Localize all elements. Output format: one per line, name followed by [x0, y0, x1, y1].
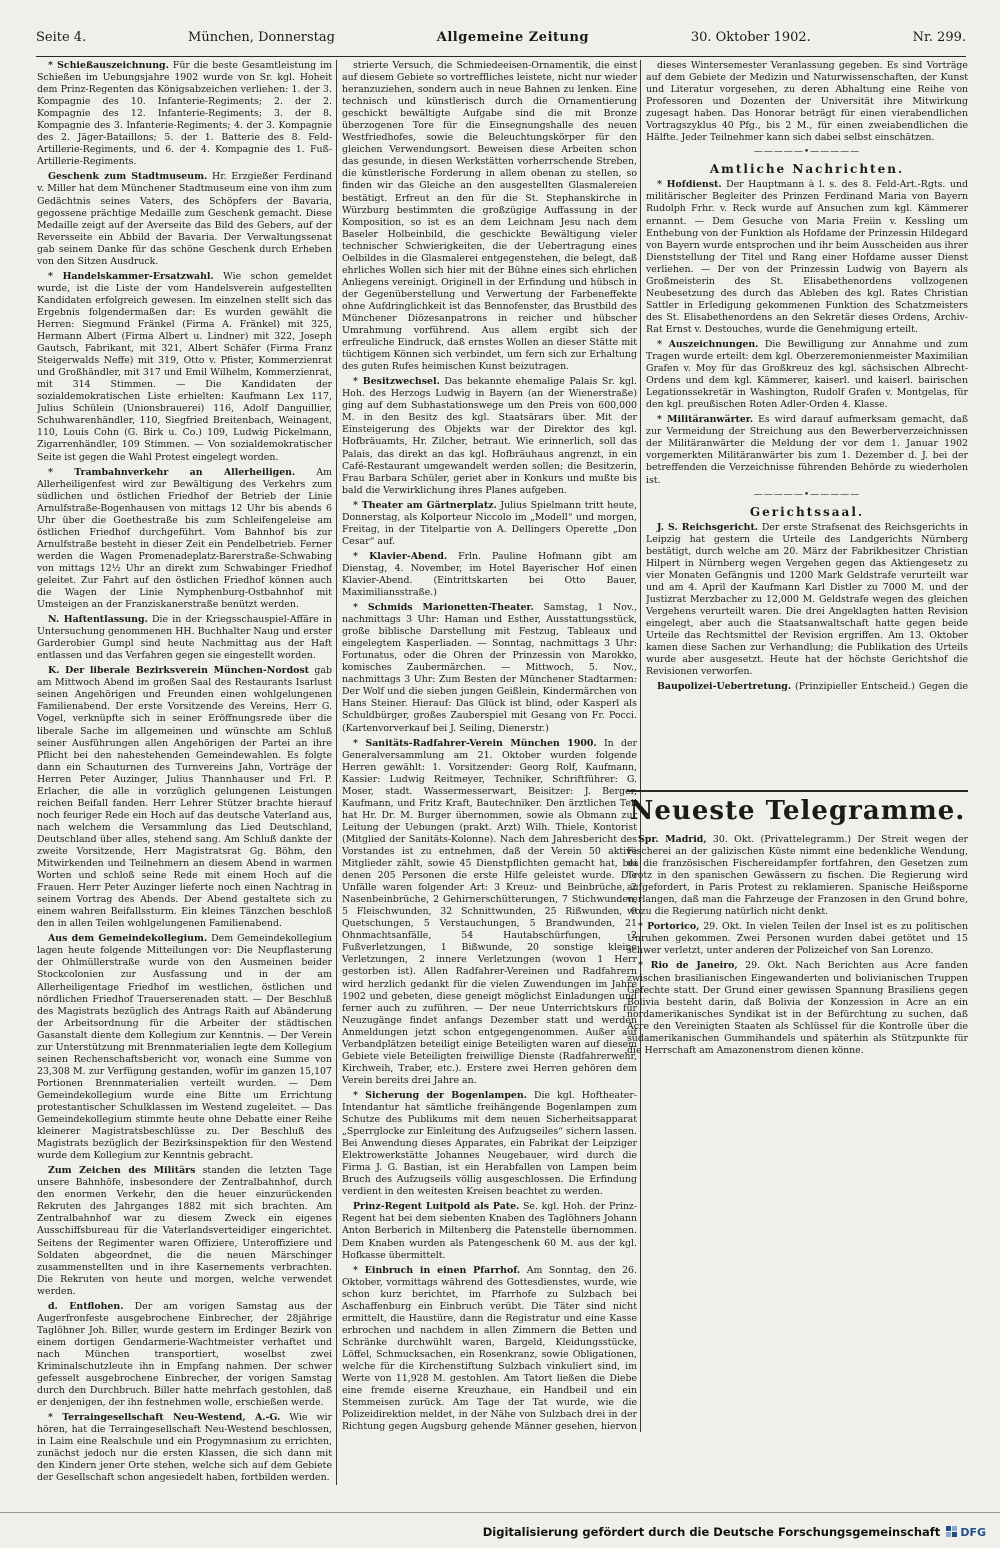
running-head — [36, 30, 966, 57]
article-paragraph — [37, 271, 332, 464]
masthead: Allgemeine Zeitung — [436, 30, 590, 45]
article-paragraph — [646, 414, 968, 486]
article-heading: * Sanitäts-Radfahrer-Verein München 1900. — [353, 737, 597, 749]
section-title-amtlich: Amtliche Nachrichten. — [709, 162, 905, 177]
article-paragraph — [342, 1265, 637, 1432]
article-heading: * Rio de Janeiro, — [638, 960, 738, 972]
article-paragraph — [342, 60, 637, 373]
article-text: 29. Okt. Nach Berichten aus Acre fanden zwischen brasilianischen Eingewanderten und bolivianischen Truppen Gefechte statt. Der Grund einer gewissen Spannung Brasiliens gegen Bolivia besteht darin, daß Bolivia der Konzession in Acre an ein nordamerikanisches Syndikat ist in der Befürchtung zu suchen, daß Acre den Vereinigten Staaten als Schlüssel für die Kontrolle über die südamerikanischen Gummihandels und späterhin als Stützpunkte für die Herrschaft am Amazonenstrom dienen könne. — [627, 960, 968, 1056]
article-text: Die Bewilligung zur Annahme und zum Tragen wurde erteilt: dem kgl. Oberzeremonienmeister Maximilian Grafen v. Moy für das Großkreuz des kgl. sächsischen Albrecht-Ordens und dem kgl. Kämmerer, kaiserl. und kaiserl. bairischen Legationssekretär in Washington, Rudolf Grafen v. Montgelas, für den kgl. preußischen Roten Adler-Orden 4. Klasse. — [646, 338, 968, 411]
article-text: Frln. Pauline Hofmann gibt am Dienstag, 4. November, im Hotel Bayerischer Hof einen Klavier-Abend. (Eintrittskarten bei Otto Bauer, Maximiliansstraße.) — [342, 550, 637, 599]
article-text: Am Sonntag, den 26. Oktober, vormittags während des Gottesdienstes, wurde, wie schon kurz berichtet, im Pfarrhofe zu Sulzbach bei Aschaffenburg ein Einbruch verübt. Die Täter sind nicht ermittelt, die Haustüre, dann die Registratur und eine Kasse erbrochen und nachdem in allen Zimmern die Betten und Schränke durchwühlt waren, Bargeld, Kleidungsstücke, Löffel, Schmucksachen, ein Rosenkranz, sowie Obligationen, welche für die Kirchenstiftung Sulzbach vinkuliert sind, im Werte von 11,928 M. gestohlen. Am Tatort ließen die Diebe eine fremde eiserne Kreuzhaue, ein Handbeil und ein Stemmeisen zurück. Am Tage der Tat wurde, wie die Polizeidirektion meldet, in der Nähe von Sulzbach drei in der Richtung gegen Augsburg gehende Männer gesehen, hiervon — [342, 1264, 637, 1432]
article-text: Am Allerheiligenfest wird zur Bewältigung des Verkehrs zum südlichen und östlichen Friedhof der Betrieb der Linie Arnulfstraße-Bogenhausen von mittags 12 Uhr bis abends 6 Uhr über die Goethestraße bis zum Schleifengeleise am östlichen Friedhof durchgeführt. Vom Bahnhof bis zur Arnulfstraße besteht in dieser Zeit ein Pendelbetrieb. Ferner werden die Wagen Promenadeplatz-Barerstraße-Schwabing von mittags 12½ Uhr an direkt zum Schwabinger Friedhof geleitet. Zur Fahrt auf den östlichen Friedhof können auch die Wagen der Linie Nymphenburg-Ostbahnhof mit Umsteigen an der Franziskanerstraße benützt werden. — [37, 466, 332, 611]
article-text: Se. kgl. Hoh. der Prinz-Regent hat bei dem siebenten Knaben des Taglöhners Johann Anton Berberich in Miltenberg die Patenstelle übernommen. Dem Knaben wurden als Patengeschenk 60 M. aus der kgl. Hofkasse übermittelt. — [342, 1201, 637, 1261]
article-heading: Prinz-Regent Luitpold als Pate. — [353, 1201, 520, 1213]
column-1 — [37, 60, 332, 1485]
article-paragraph — [37, 665, 332, 930]
article-text: In der Generalversammlung am 21. Oktober wurden folgende Herren gewählt: 1. Vorsitzender: Georg Rolf, Kaufmann, Kassier: Ludwig Reitmeyer, Techniker, Schriftführer: G. Moser, stadt. Wassermesserwart, Beisitzer: J. Berger, Kaufmann, und Fritz Kraft, Bautechniker. Den ärztlichen Teil hat Hr. Dr. M. Burger übernommen, sowie als Obmann zur Leitung der Uebungen (prakt. Arzt) Wilh. Thiele, Kontorist (Mitglied der Sanitäts-Kolonne). Nach dem Jahresbericht des Vorstandes ist zu entnehmen, daß der Verein 50 aktive Mitglieder zählt, sowie 45 Dienstpflichten gemacht hat, bei denen 205 Personen die erste Hilfe geleistet wurde. Die Unfälle waren folgender Art: 3 Kreuz- und Beinbrüche, 2 Nasenbeinbrüche, 2 Gehirnerschütterungen, 7 Stichwunden, 5 Fleischwunden, 32 Schnittwunden, 25 Rißwunden, 9 Quetschungen, 5 Verstauchungen, 5 Brandwunden, 21 Ohnmachtsanfälle, 54 Hautabschürfungen, 2 Fußverletzungen, 1 Bißwunde, 20 sonstige kleine Verletzungen, 2 innere Verletzungen (wovon 1 Herr gestorben ist). Allen Radfahrer-Vereinen und Radfahrern wird herzlich gedankt für die vielen Zuwendungen im Jahre 1902 und gebeten, diese geneigt möglichst Einladungen und ferner auch zu zuführen. — Der neue Unterrichtskurs für Neuzugänge findet anfangs Dezember statt und werden Anmeldungen jetzt schon entgegengenommen. Außer auf Verbandplätzen beteiligt einige Beteiligten waren auf diesem Gebiete viele Beteiligten freiwillige Dienste (Radfahrerwehr, Kirchweih, Traber, etc.). Erstere zwei Herren gehören dem Verein bereits drei Jahre an. — [342, 737, 637, 1086]
separator: —————•————— — [753, 147, 861, 158]
article-paragraph — [342, 602, 637, 735]
article-heading: * Theater am Gärtnerplatz. — [353, 499, 497, 511]
article-text: Die in der Kriegsschauspiel-Affäre in Untersuchung genommenen HH. Buchhalter Naug und erster Garderobier Gumpl sind heute Nachmittag aus der Haft entlassen und das Verfahren gegen sie eingestellt worden. — [37, 614, 332, 662]
article-text: Der Hauptmann à l. s. des 8. Feld-Art.-Rgts. und militärischer Begleiter des Prinzen Ferdinand Maria von Bayern Rudolph Frhr. v. Reck wurde auf Ansuchen zum kgl. Kämmerer ernannt. — Dem Gesuche von Maria Freiin v. Kessling um Enthebung von der Funktion als Hofdame der Prinzessin Hildegard von Bayern wurde entsprochen und ihr beim Ausscheiden aus ihrer Dienststellung der Titel und Rang einer Hofdame ausser Dienst verliehen. — Der von der Prinzessin Ludwig von Bayern als Großmeisterin des St. Elisabethenordens vollzogenen Neubesetzung des durch das Ableben des kgl. Rates Christian Sattler in Erledigung gekommenen Funktion des Schatzmeisters des St. Elisabethenordens an den Sekretär dieses Ordens, Archiv-Rat Ernst v. Destouches, wurde die Genehmigung erteilt. — [646, 179, 968, 335]
article-text: Es wird darauf aufmerksam gemacht, daß zur Vermeidung der Streichung aus den Bewerberverzeichnissen der Militäranwärter die Meldung der vor dem 1. Januar 1902 vorgemerkten Militäranwärter bis zum 1. Dezember d. J. bei der betreffenden die Verzeichnisse führenden Behörde zu wiederholen ist. — [646, 414, 968, 486]
article-heading: * Schmids Marionetten-Theater. — [353, 602, 534, 614]
article-paragraph — [37, 1301, 332, 1409]
article-text: 29. Okt. In vielen Teilen der Insel ist es zu politischen Unruhen gekommen. Zwei Personen wurden dabei getötet und 15 schwer verletzt, unter anderen der Polizeichef von San Lorenzo. — [627, 921, 968, 957]
article-text: gab am Mittwoch Abend im großen Saal des Restaurants Isarlust seinen Angehörigen und Freunden einen wohlgelungenen Familienabend. Der erste Vorsitzende des Vereins, Herr G. Vogel, verknüpfte sich in seiner Eröffnungsrede über die liberale Sache im allgemeinen und wünschte am Schluß seiner Ausführungen allen Angehörigen der Partei an ihre Pflicht bei den nahestehenden Gemeindewahlen. Es folgte dann ein Schauturnen des Turnvereins Jahn, Vorträge der Herren Peter Auzinger, Julius Thannhauser und Frl. P. Erlacher, die alle in vorzüglich gelungenen Leistungen reichen Beifall fanden. Herr Lehrer Stützer brachte hierauf noch feuriger Rede ein Hoch auf das deutsche Vaterland aus, nach welchem die Versammlung das Lied Deutschland, Deutschland über alles, stehend sang. Am Schluß dankte der zweite Vorsitzende, Herr Magistratsrat Gg. Böhm, den Mitwirkenden und Teilnehmern an diesem Abend in warmen Worten und schloß seine Rede mit einem Hoch auf die Frauen. Herr Peter Auzinger lieferte noch einen Nachtrag in seinem Vortrag des Abends. Der Abend gestaltete sich zu einem wahren Beifallssturm. Ein kleines Tänzchen beschloß den in allen Teilen wohlgelungenen Familienabend. — [37, 665, 332, 930]
article-heading: * Einbruch in einen Pfarrhof. — [353, 1264, 521, 1276]
article-text: Das bekannte ehemalige Palais Sr. kgl. Hoh. des Herzogs Ludwig in Bayern (an der Wienerstraße) ging auf dem Subhastationswege um den Preis von 600,000 M. in den Besitz des kgl. Staatsärars über. Mit der Einsteigerung des Objekts war der Direktor des kgl. Hofbräuamts, Hr. Zilcher, betraut. Wie erinnerlich, soll das Palais, das direkt an das kgl. Hofbräuhaus angrenzt, in ein Café-Restaurant umgewandelt werden sollen; die Besitzerin, Frau Barbara Schüler, geriet aber in Konkurs und mußte bis bald die Verwirklichung ihres Planes aufgeben. — [342, 376, 637, 496]
article-text: Der am vorigen Samstag aus der Augerfronfeste ausgebrochene Einbrecher, der 28jährige Taglöhner Joh. Biller, wurde gestern im Erdinger Bezirk von einem dortigen Gendarmerie-Wachtmeister verhaftet und nach München transportiert, woselbst zwei Kriminalschutzleute ihn in Empfang nahmen. Der schwer gefesselt ausgebrochene Einbrecher, der vorigen Samstag durch den Durchbruch. Biller hatte mehrfach gestohlen, daß er denjenigen, der ihn festnehmen wolle, erschießen werde. — [37, 1300, 332, 1409]
article-paragraph — [37, 933, 332, 1162]
article-heading: * Trambahnverkehr an Allerheiligen. — [48, 466, 296, 478]
issue-date: 30. Oktober 1902. — [690, 30, 811, 45]
article-paragraph — [37, 1165, 332, 1298]
article-paragraph — [627, 960, 968, 1056]
article-paragraph — [646, 681, 968, 692]
article-paragraph — [342, 738, 637, 1087]
column-2 — [342, 60, 637, 1432]
article-text: Julius Spielmann tritt heute, Donnerstag, als Kolporteur Niccolo im „Modell“ und morgen, Freitag, in der Titelpartie von A. Dellingers Operette „Don Cesar“ auf. — [342, 499, 637, 547]
article-heading: * Schießauszeichnung. — [48, 60, 169, 71]
issue-number: Nr. 299. — [912, 30, 966, 45]
article-heading: * Sicherung der Bogenlampen. — [353, 1089, 527, 1101]
article-heading: * Terraingesellschaft Neu-Westend, A.-G. — [48, 1412, 281, 1424]
article-paragraph — [37, 1412, 332, 1484]
article-paragraph — [646, 522, 968, 679]
article-paragraph — [342, 376, 637, 496]
article-heading: K. Der liberale Bezirksverein München-Nordost — [48, 665, 309, 677]
dfg-logo-text: DFG — [960, 1525, 986, 1539]
article-heading: Zum Zeichen des Militärs — [48, 1165, 196, 1177]
article-heading: N. Haftentlassung. — [48, 614, 148, 626]
article-heading: * Auszeichnungen. — [657, 338, 759, 350]
page-number: Seite 4. — [36, 30, 87, 45]
footer-rule — [0, 1512, 1000, 1513]
article-heading: * Portorico, — [638, 921, 700, 933]
section-title-telegramme: Neueste Telegramme. — [629, 796, 966, 826]
article-paragraph — [342, 1090, 637, 1198]
place-day: München, Donnerstag — [188, 30, 335, 45]
article-paragraph — [646, 339, 968, 411]
article-paragraph — [342, 1201, 637, 1261]
telegram-column — [627, 834, 968, 1284]
article-text: Für die beste Gesamtleistung im Schießen im Uebungsjahre 1902 wurde von Sr. kgl. Hoheit dem Prinz-Regenten das Königsabzeichen verliehen: 1. der 3. Kompagnie des 10. Infanterie-Regiments; 2. der 2. Kompagnie des 12. Infanterie-Regiments; 3. der 8. Kompagnie des 3. Infanterie-Regiments; 4. der 3. Kompagnie des 2. Jäger-Bataillons; 5. der 1. Batterie des 8. Feld-Artillerie-Regiments, und 6. der 4. Kompagnie des 1. Fuß-Artillerie-Regiments. — [37, 60, 332, 168]
article-heading: * Militäranwärter. — [657, 414, 754, 426]
article-text: 30. Okt. (Privattelegramm.) Der Streit wegen der Fischerei an der galizischen Küste nimmt eine bedenkliche Wendung, da die französischen Fischereidampfer fortfahren, den Gesetzen zum Trotz in den spanischen Gewässern zu fischen. Die Regierung wird aufgefordert, in Paris Protest zu reklamieren. Spanische Heißsporne verlangen, daß man die Fahrzeuge der Franzosen in den Grund bohre, wozu die Regierung natürlich nicht denkt. — [627, 834, 968, 918]
article-paragraph — [627, 834, 968, 918]
article-paragraph — [342, 500, 637, 548]
article-paragraph — [646, 179, 968, 336]
article-text: strierte Versuch, die Schmiedeeisen-Ornamentik, die einst auf diesem Gebiete so vortreffliches leistete, nicht nur wieder heranzuziehen, sondern auch in neue Bahnen zu lenken. Eine technisch und künstlerisch durch die Ornamentierung geschickt bewältigte Aufgabe sind die mit Bronze überzogenen Tore für die Einsegnungshalle des neuen Westfriedhofes, sowie die Beleuchtungskörper für den gleichen Verwendungsort. Beweisen diese Arbeiten schon das gesunde, in diesen Werkstätten vorherrschende Streben, die künstlerische Forderung in allem obenan zu stellen, so finden wir das Gleiche an den ausgestellten Glasmalereien bestätigt. Erfreut an den für die St. Stephanskirche in Würzburg bestimmten die großzügige Auffassung in der Komposition, so ist es an dem Leichnam Jesu nach dem Baseler Holbeinbild, die geschickte Bewältigung vieler technischer Schwierigkeiten, die der Uebertragung eines Oelbildes in die Glasmalerei entgegenstehen, die belegt, daß ehrliches Wollen sich hier mit der Bühne eines sich ehrlichen Anliegens vereinigt. Originell in der Erfindung und hübsch in der Gegenüberstellung und Verwertung der Farbeneffekte ohne Aufdringlichkeit ist das Bennofenster, das Brustbild des Münchener Diözesanpatrons in reicher und hübscher Umrahmung vorführend. Aus allem ergibt sich der erfreuliche Eindruck, daß ernstes Wollen an dieser Stätte mit tüchtigem Können sich verbindet, um fern sich zur Erhaltung des guten Rufes heimischen Kunst beizutragen. — [342, 60, 637, 373]
article-heading: Aus dem Gemeindekollegium. — [48, 933, 208, 945]
article-heading: J. S. Reichsgericht. — [657, 521, 759, 533]
article-paragraph — [37, 614, 332, 662]
column-3 — [646, 60, 968, 692]
article-heading: * Handelskammer-Ersatzwahl. — [48, 270, 214, 282]
article-text: Wie schon gemeldet wurde, ist die Liste der vom Handelsverein aufgestellten Kandidaten erfolgreich gewesen. Im einzelnen stellt sich das Ergebnis folgendermaßen dar: Es wurden gewählt die Herren: Siegmund Fränkel (Firma A. Fränkel) mit 325, Hermann Albert (Firma Albert u. Lindner) mit 322, Joseph Gautsch, Fabrikant, mit 321, Albert Schäfer (Firma Franz Steigerwalds Neffe) mit 319, Otto v. Pfister, Kommerzienrat und Großhändler, mit 317 und Emil Wilhelm, Kommerzienrat, mit 314 Stimmen. — Die Kandidaten der sozialdemokratischen Liste erhielten: Kaufmann Lex 117, Julius Schülein (Unionsbrauerei) 116, Adolf Danguillier, Schuhwarenhändler, 110, Siegfried Breitenbach, Weinagent, 110, Louis Cohn (G. Birk u. Co.) 109, Ludwig Pickelmann, Zigarrenhändler, 109 Stimmen. — Von sozialdemokratischer Seite ist gegen die Wahl Protest eingelegt worden. — [37, 270, 332, 463]
article-text: dieses Wintersemester Veranlassung gegeben. Es sind Vorträge auf dem Gebiete der Medizin und Naturwissenschaften, der Kunst und Literatur vorgesehen, zu deren Abhaltung eine Reihe von Professoren und Dozenten der Universität ihre Mitwirkung zugesagt haben. Das Honorar beträgt für einen vierabendlichen Vortragszyklus 40 Pfg., bis 2 M., für einen zweiabendlichen die Hälfte. Jeder Teilnehmer kann sich dabei selbst einschätzen. — [646, 60, 968, 144]
separator: —————•————— — [753, 489, 861, 500]
footer-text: Digitalisierung gefördert durch die Deutsche Forschungsgemeinschaft — [482, 1525, 941, 1539]
article-heading: d. Entflohen. — [48, 1300, 124, 1312]
article-text: Wie wir hören, hat die Terraingesellschaft Neu-Westend beschlossen, in Laim eine Realschule und ein Progymnasium zu errichten, zunächst jedoch nur die ersten Klassen, die sich dann mit den Kindern jener Orte stehen, welche sich auf dem Gebiete der Gesellschaft schon angesiedelt haben, fortbilden werden. — [37, 1412, 332, 1484]
article-paragraph — [342, 551, 637, 599]
telegram-rule — [627, 790, 968, 792]
article-text: standen die letzten Tage unsere Bahnhöfe, insbesondere der Zentralbahnhof, durch den enormen Verkehr, den die heuer einzurückenden Rekruten des Jahrganges 1882 mit sich brachten. Am Zentralbahnhof war zu diesem Zweck ein eigenes Ausschiffsbureau für die Vaterlandsverteidiger eingerichtet. Seitens der Regimenter waren Offiziere, Unteroffiziere und Soldaten abgeordnet, die die neuen Märschinger zusammenstellten und in ihre Kasernements verbrachten. Die Rekruten von heute und morgen, welche verwendet werden. — [37, 1165, 332, 1297]
article-paragraph — [37, 60, 332, 168]
article-text: (Prinzipieller Entscheid.) Gegen die — [795, 681, 968, 692]
article-text: Die kgl. Hoftheater-Intendantur hat sämtliche freihängende Bogenlampen zum Schutze des Publikums mit dem neuen Sicherheitsapparat „Sperrglocke zur Einleitung des Aufzugseiles“ sichern lassen. Bei Anwendung dieses Apparates, ein Fabrikat der Leipziger Elektrowerkstätte Johannes Neugebauer, wird durch die Firma J. G. Bastian, ist ein Herabfallen von Lampen beim Bruch des Aufzugseils völlig ausgeschlossen. Die Erfindung verdient in den weitesten Kreisen beachtet zu werden. — [342, 1089, 637, 1198]
article-heading: * Hofdienst. — [657, 179, 722, 191]
article-heading: Baupolizei-Uebertretung. — [657, 681, 792, 692]
article-paragraph — [646, 60, 968, 144]
column-rule — [336, 60, 337, 1485]
article-text: Samstag, 1 Nov., nachmittags 3 Uhr: Haman und Esther, Ausstattungsstück, große biblische Darstellung mit Festzug, Tableaux und eingelegtem Kasperliaden. — Sonntag, nachmittags 3 Uhr: Fortunatus, oder die Ohren der Prinzessin von Marokko, komisches Zaubermärchen. — Mittwoch, 5. Nov., nachmittags 3 Uhr: Zum Besten der Münchener Stadtarmen: Der Wolf und die sieben jungen Geißlein, Kindermärchen von Hans Steiner. Hierauf: Das Glück ist blind, oder Kasperl als Schuldbürger, großes Zauberspiel mit Gesang von Fr. Pocci. (Kartenvorverkauf bei J. Seiling, Dienerstr.) — [342, 602, 637, 734]
article-text: Hr. Erzgießer Ferdinand v. Miller hat dem Münchener Stadtmuseum eine von ihm zum Gedächtnis seines Vaters, des Schöpfers der Bavaria, gegossene prächtige Medaille zum Geschenk gemacht. Diese Medaille zeigt auf der Averseite das Bild des Gebers, auf der Reversseite ein Abbild der Bavaria. Der Verwaltungssenat gab seinem Danke für das schöne Geschenk durch Erheben von den Sitzen Ausdruck. — [37, 171, 332, 267]
section-title-gericht: Gerichtssaal. — [749, 504, 865, 519]
dfg-logo — [946, 1526, 986, 1539]
footer — [483, 1522, 986, 1542]
article-paragraph — [627, 921, 968, 957]
article-heading: Spr. Madrid, — [638, 834, 707, 845]
article-heading: * Besitzwechsel. — [353, 376, 440, 388]
article-paragraph — [37, 171, 332, 267]
article-heading: * Klavier-Abend. — [353, 550, 448, 562]
article-paragraph — [37, 467, 332, 612]
article-text: Dem Gemeindekollegium lagen heute folgende Mitteilungen vor: Die Neupflasterung der Ohlmüllerstraße wurde von den Ausmeinen beider Stockcolonien zur Ausfassung und in der am Allerheiligentage Friedhof im westlichen, östlichen und nördlichen Friedhof Trauerserenaden statt. — Der Beschluß des Magistrats bezüglich des Antrags Raith auf Abänderung der Arbeitsordnung für die Arbeiter der städtischen Gasanstalt diente dem Kollegium zur Kenntnis. — Der Verein zur Unterstützung mit Brennmaterialien legte dem Kollegium seinen Rechenschaftsbericht vor, wonach eine Summe von 23,308 M. zur Verfügung gestanden, wofür im ganzen 15,107 Portionen Brennmaterialien verteilt wurden. — Dem Gemeindekollegium wurde eine Bitte um Errichtung protestantischer Schulklassen im Westend zugeleitet. — Das Gemeindekollegium stimmte heute ohne Debatte einer Reihe kleinerer Magistratsbeschlüsse zu. Der Beschluß des Magistrats bezüglich der Bezirksinspektion für den Westend wurde dem Kollegium zur Kenntnis gebracht. — [37, 933, 332, 1162]
article-text: Der erste Strafsenat des Reichsgerichts in Leipzig hat gestern die Urteile des Landgerichts Nürnberg bestätigt, durch welche am 20. März der Fabrikbesitzer Christian Hilpert in Nürnberg wegen Vergehen gegen das Aktiengesetz zu vier Monaten Gefängnis und 1200 Mark Geldstrafe verurteilt war und am 4. April der Kaufmann Karl Distler zu 7000 M. und der Justizrat Merzbacher zu 12,000 M. Geldstrafe wegen des gleichen Vergehens verurteilt waren. Die drei Angeklagten hatten Revision eingelegt, aber auch die Staatsanwaltschaft hatte gegen beide Urteile das Rechtsmittel der Revision ergriffen. Am 13. Oktober kamen diese Sachen zur Verhandlung; die Publikation des Urteils wurde aber ausgesetzt. Heute hat der höchste Gerichtshof die Revisionen verworfen. — [646, 521, 968, 678]
dfg-mark-icon — [946, 1526, 958, 1538]
article-heading: Geschenk zum Stadtmuseum. — [48, 171, 208, 183]
